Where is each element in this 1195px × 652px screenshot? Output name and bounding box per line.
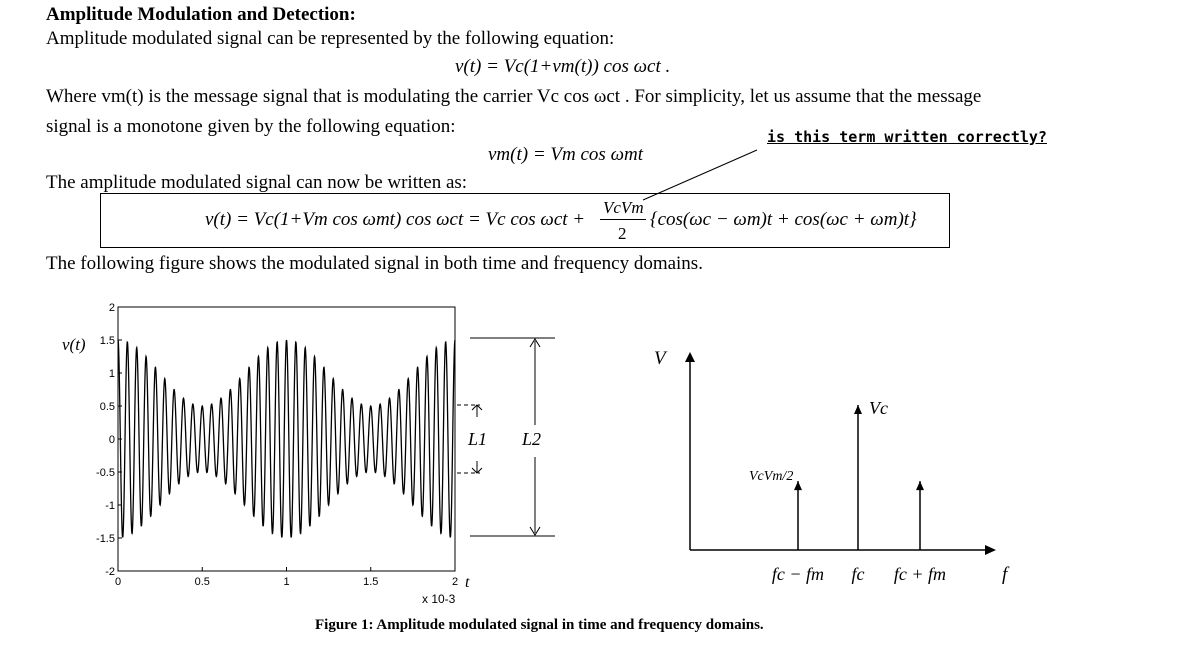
- sideband-label-num: VcVm/2: [749, 469, 794, 484]
- intro-text: Amplitude modulated signal can be represented by the following equation:: [46, 28, 615, 49]
- y-tick-label: 2: [108, 302, 115, 314]
- y-tick-label: 1: [108, 368, 115, 380]
- y-tick-label: -1.5: [96, 533, 115, 545]
- where-text: Where vm(t) is the message signal that is modulating the carrier Vc cos ωct . For simplicity, let us assume that the message: [46, 86, 982, 107]
- label-l1: L1: [468, 429, 488, 449]
- arrow-down-icon: [472, 461, 482, 473]
- label-l2: L2: [522, 429, 542, 449]
- y-tick-label: 1.5: [99, 335, 115, 347]
- x-tick-label: 0: [114, 576, 122, 588]
- x-tick-label: 1: [283, 576, 290, 588]
- x-tick-label: 0.5: [194, 576, 210, 588]
- annotation-note: is this term written correctly?: [767, 128, 1047, 146]
- spectrum-lines: [772, 398, 946, 584]
- arrow-up-icon: [854, 405, 862, 414]
- y-tick-label: 0.5: [99, 401, 115, 413]
- equation-am: v(t) = Vc(1+vm(t)) cos ωct .: [455, 56, 671, 77]
- arrow-up-icon: [916, 481, 924, 490]
- y-axis-label: v(t): [62, 335, 86, 354]
- fraction-numerator: VcVm: [603, 198, 644, 217]
- v-axis-label: V: [654, 348, 666, 369]
- am-text: The amplitude modulated signal can now be written as:: [46, 172, 468, 193]
- section-title: Amplitude Modulation and Detection:: [46, 4, 356, 25]
- x-multiplier: x 10-3: [422, 592, 456, 606]
- fraction-denominator: 2: [618, 224, 627, 243]
- x-axis-ticks: [115, 567, 458, 588]
- arrow-up-icon: [794, 481, 802, 490]
- arrow-up-icon: [685, 352, 695, 362]
- carrier-amplitude-label: Vc: [869, 398, 888, 418]
- equation-message: vm(t) = Vm cos ωmt: [488, 144, 643, 165]
- time-domain-chart: [40, 295, 560, 615]
- equation-expanded-right: {cos(ωc − ωm)t + cos(ωc + ωm)t}: [650, 209, 917, 230]
- x-tick-label: 1.5: [363, 576, 379, 588]
- y-tick-label: -2: [105, 566, 115, 578]
- freq-label: fc: [851, 564, 865, 584]
- arrow-right-icon: [985, 545, 996, 555]
- frequency-domain-chart: [640, 340, 1030, 590]
- freq-label: fc + fm: [893, 564, 947, 584]
- freq-label: fc − fm: [771, 564, 825, 584]
- x-tick-label: 2: [451, 576, 459, 588]
- f-axis-label: f: [1002, 564, 1008, 585]
- x-axis-label: t: [465, 574, 470, 591]
- y-tick-label: 0: [108, 434, 115, 446]
- y-tick-label: -1: [105, 500, 115, 512]
- y-tick-label: -0.5: [96, 467, 115, 479]
- signal-text: signal is a monotone given by the following equation:: [46, 116, 456, 137]
- arrow-up-icon: [472, 405, 482, 417]
- equation-expanded-left: v(t) = Vc(1+Vm cos ωmt) cos ωct = Vc cos ωct +: [205, 209, 586, 230]
- figure-caption: Figure 1: Amplitude modulated signal in time and frequency domains.: [315, 617, 764, 633]
- figure-intro-text: The following figure shows the modulated signal in both time and frequency domains.: [46, 253, 703, 274]
- am-waveform: [118, 340, 455, 537]
